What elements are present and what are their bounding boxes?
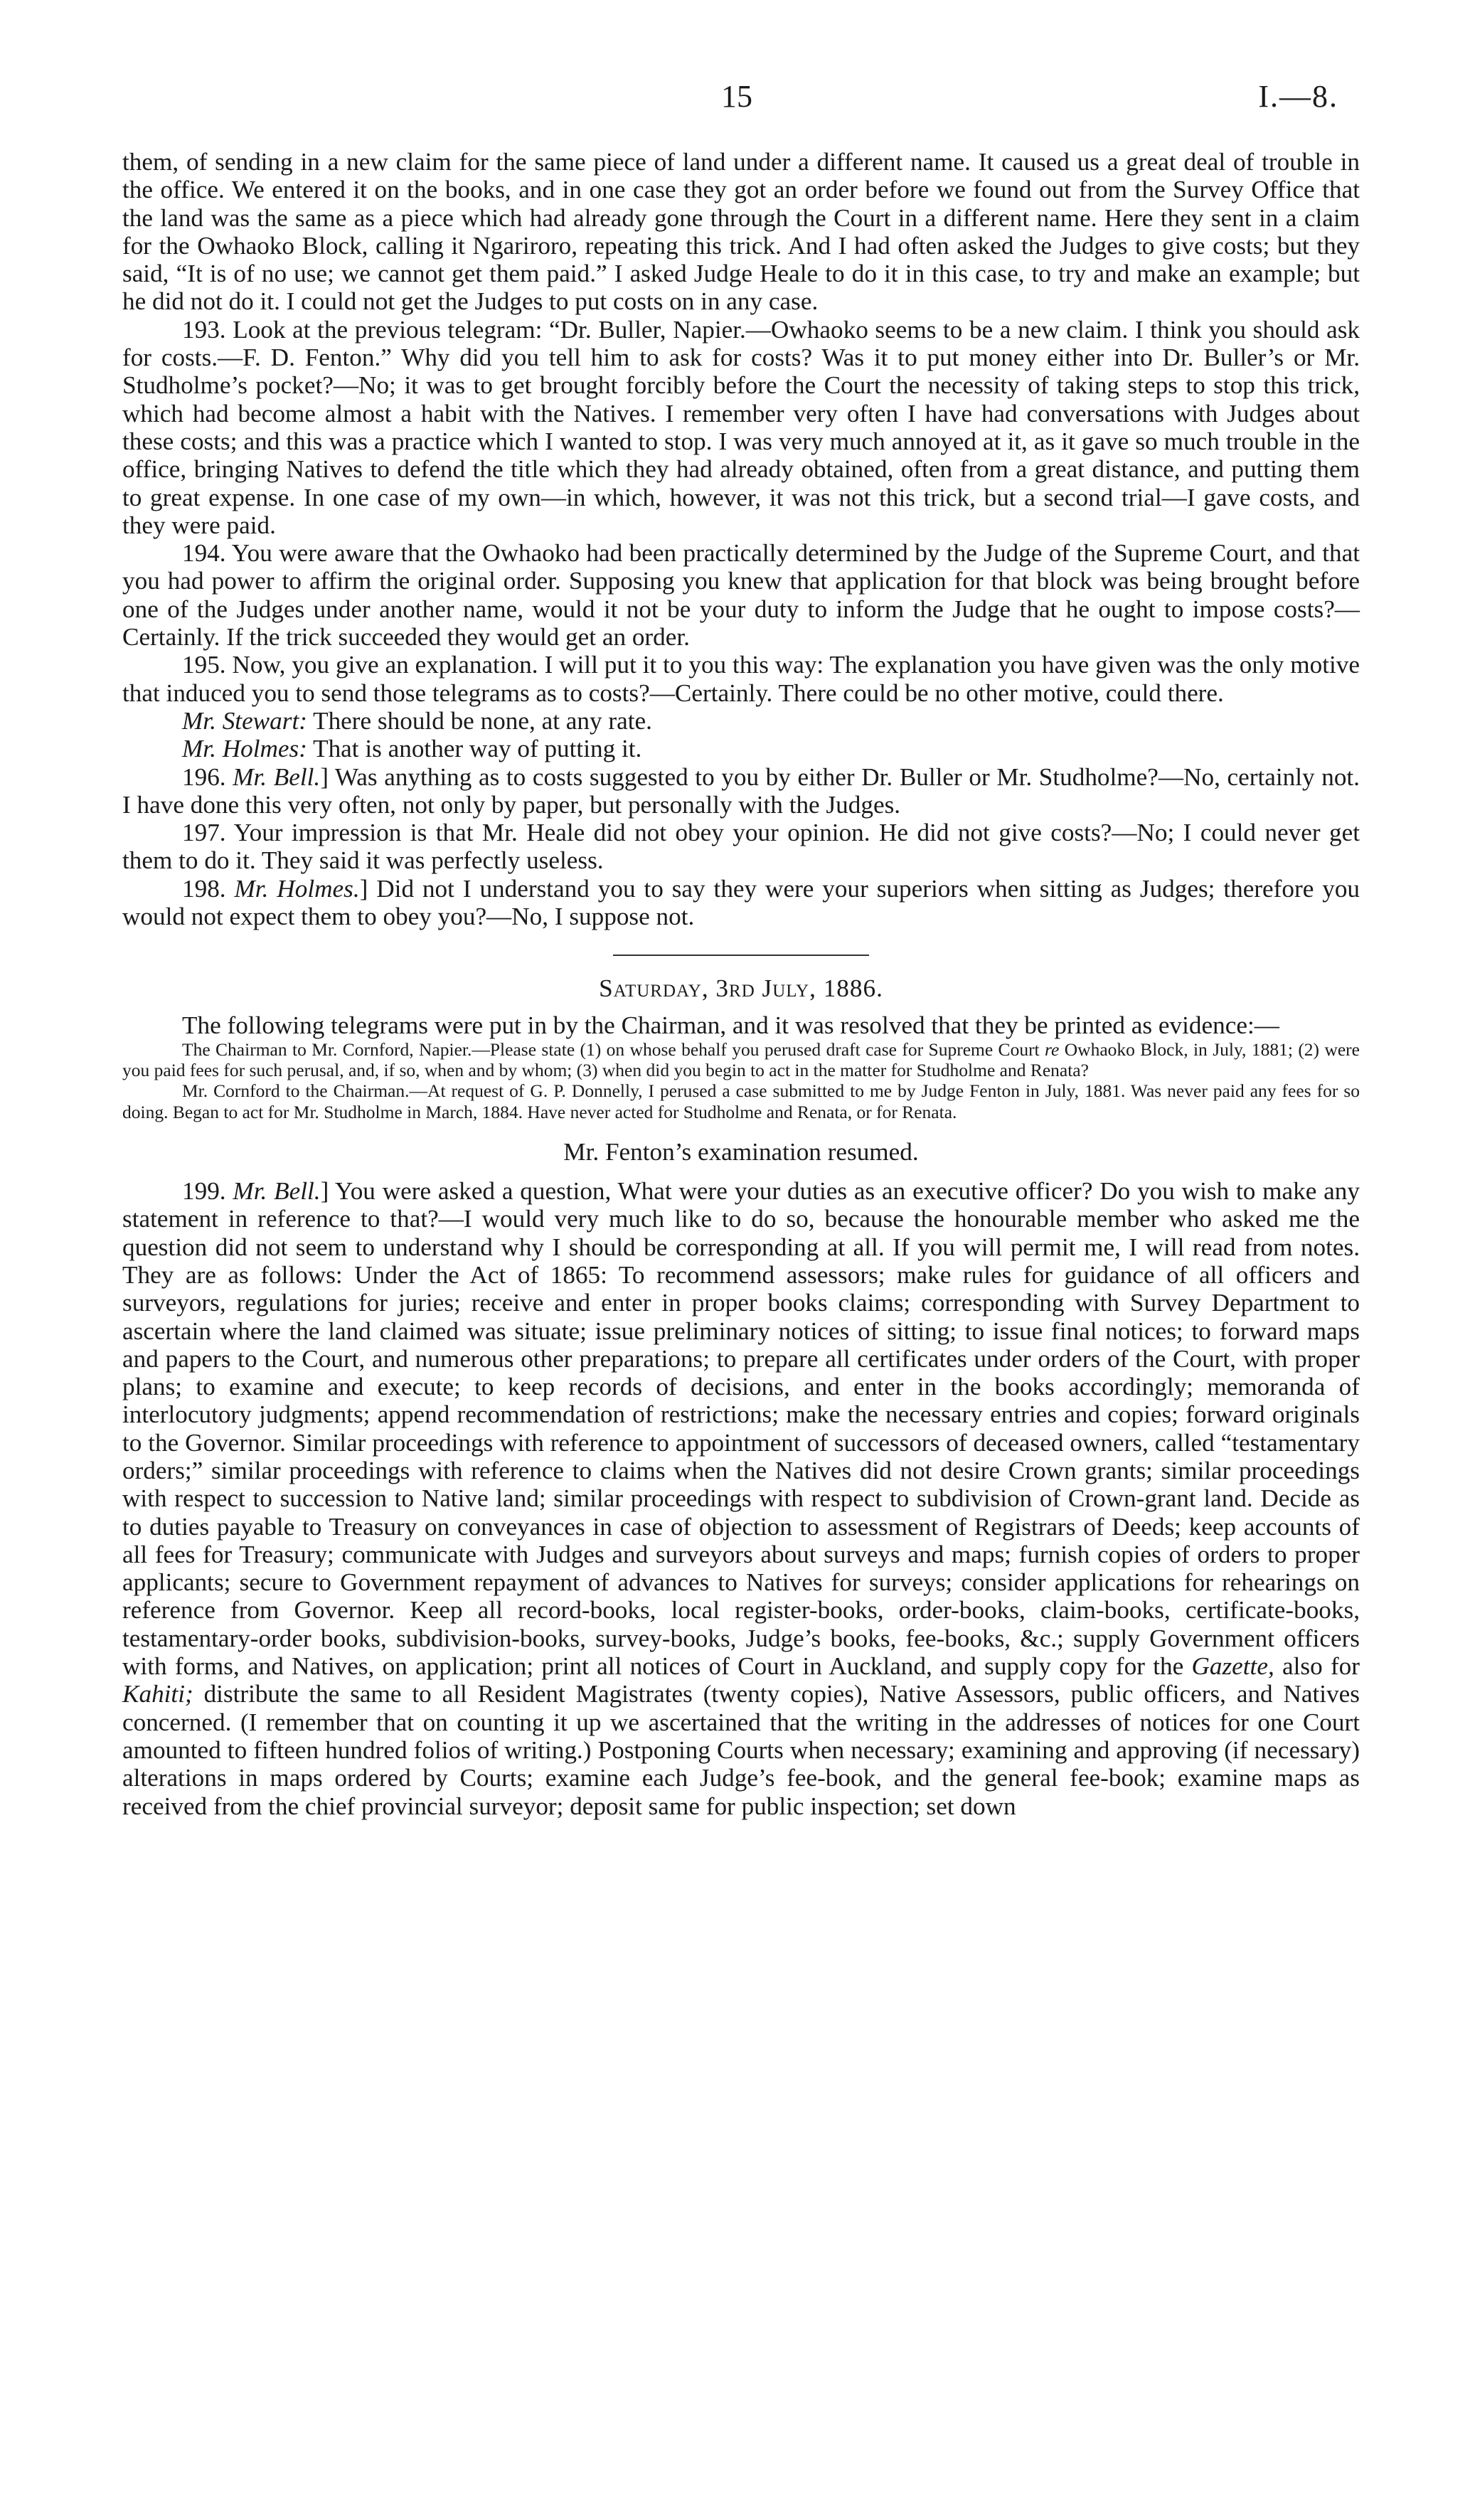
paragraph-193: 193. Look at the previous telegram: “Dr. Buller, Napier.—Owhaoko seems to be a new claim. I think you should ask for costs.—F. D. Fenton.” Why did you tell him to ask for costs? Was it to put money either into Dr. Buller’s or Mr. Studholme’s pocket?—No; it was to get brought forcibly before the Court the necessity of taking steps to stop this trick, which had become almost a habit with the Natives. I remember very often I have had conversations with Judges about these costs; and this was a practice which I wanted to stop. I was very much annoyed at it, as it gave so much trouble in the office, bringing Natives to defend the title which they had already obtained, often from a great distance, and putting them to great expense. In one case of my own—in which, however, it was not this trick, but a second trial—I gave costs, and they were paid. xyxy=(122,315,1360,539)
speaker-name: Mr. Bell. xyxy=(233,1177,321,1206)
telegram-re: re xyxy=(1045,1038,1060,1060)
speaker-text: There should be none, at any rate. xyxy=(307,706,652,735)
page-number: 15 xyxy=(721,79,752,114)
page-reference: I.—8. xyxy=(1258,79,1338,114)
page-header xyxy=(122,78,1360,121)
gazette-title: Gazette, xyxy=(1191,1652,1274,1681)
telegram-cornford: Mr. Cornford to the Chairman.—At request of G. P. Donnelly, I perused a case submitted to me by Judge Fenton in July, 1881. Was never paid any fees for so doing. Began to act for Mr. Studholme in March, 1884. Have never acted for Studholme and Renata, or for Renata. xyxy=(122,1080,1360,1122)
paragraph-text: ] Was anything as to costs suggested to you by either Dr. Buller or Mr. Studholme?—No, certainly not. I have done this very often, not only by paper, but personally with the Judges. xyxy=(122,762,1360,819)
section-heading: Mr. Fenton’s examination resumed. xyxy=(563,1137,919,1166)
speaker-name: Mr. Holmes: xyxy=(182,735,307,763)
speaker-name: Mr. Bell. xyxy=(233,762,321,791)
paragraph-number: 196. xyxy=(182,762,233,791)
paragraph-holmes xyxy=(122,735,1360,762)
telegram-text: The Chairman to Mr. Cornford, Napier.—Please state (1) on whose behalf you perused draft case for Supreme Court xyxy=(182,1038,1045,1060)
telegram-text: Owhaoko Block, in July, 1881; (2) were you paid fees for such perusal, and, if so, when and by whom; (3) when did you begin to act in the matter for Studholme and Renata? xyxy=(122,1038,1360,1081)
telegram-chairman xyxy=(122,1039,1360,1080)
document-body xyxy=(122,148,1360,1820)
paragraph-text: ] Did not I understand you to say they were your superiors when sitting as Judges; therefore you would not expect them to obey you?—No, I suppose not. xyxy=(122,874,1360,931)
paragraph-195: 195. Now, you give an explanation. I will put it to you this way: The explanation you have given was the only motive that induced you to send those telegrams as to costs?—Certainly. There could be no other motive, could there. xyxy=(122,651,1360,707)
paragraph-text: distribute the same to all Resident Magistrates (twenty copies), Native Assessors, public officers, and Natives concerned. (I remember that on counting it up we ascertained that the writing in the addresses of notices for one Court amounted to fifteen hundred folios of writing.) Postponing Courts when necessary; examining and approving (if necessary) alterations in maps ordered by Courts; examine each Judge’s fee-book, and the general fee-book; examine maps as received from the chief provincial surveyor; deposit same for public inspection; set down xyxy=(122,1680,1360,1820)
speaker-name: Mr. Holmes. xyxy=(234,874,360,903)
date-heading: Saturday, 3rd July, 1886. xyxy=(599,974,883,1003)
speaker-text: That is another way of putting it. xyxy=(307,735,642,763)
paragraph-text: also for xyxy=(1274,1652,1360,1681)
paragraph-number: 199. xyxy=(182,1177,233,1206)
paragraph-continued: them, of sending in a new claim for the same piece of land under a different name. It caused us a great deal of trouble in the office. We entered it on the books, and in one case they got an order before we found out from the Survey Office that the land was the same as a piece which had already gone through the Court in a different name. Here they sent in a claim for the Owhaoko Block, calling it Ngariroro, repeating this trick. And I had often asked the Judges to give costs; but they said, “It is of no use; we cannot get them paid.” I asked Judge Heale to do it in this case, to try and make an example; but he did not do it. I could not get the Judges to put costs on in any case. xyxy=(122,148,1360,316)
paragraph-198 xyxy=(122,875,1360,931)
paragraph-text: ] You were asked a question, What were your duties as an executive officer? Do you wish to make any statement in reference to that?—I would very much like to do so, because the honourable member who asked me the question did not seem to understand why I should be corresponding at all. If you will permit me, I will read from notes. They are as follows: Under the Act of 1865: To recommend assessors; make rules for guidance of all officers and surveyors, regulations for juries; receive and enter in proper books claims; corresponding with Survey Department to ascertain where the land claimed was situate; issue preliminary notices of sitting; to issue final notices; to forward maps and papers to the Court, and numerous other preparations; to prepare all certificates under orders of the Court, with proper plans; to examine and execute; to keep records of decisions, and enter in the books accordingly; memoranda of interlocutory judgments; append recommendation of restrictions; make the necessary entries and copies; forward originals to the Governor. Similar proceedings with reference to appointment of successors of deceased owners, called “testamentary orders;” similar proceedings with reference to claims when the Natives did not desire Crown grants; similar proceedings with respect to succession to Native land; similar proceedings with respect to subdivision of Crown-grant land. Decide as to duties payable to Treasury on conveyances in case of objection to assessment of Registrars of Deeds; keep accounts of all fees for Treasury; communicate with Judges and surveyors about surveys and maps; furnish copies of orders to proper applicants; secure to Government repayment of advances to Natives for surveys; consider applications for rehearings on reference from Governor. Keep all record-books, local register-books, order-books, claim-books, certificate-books, testamentary-order books, subdivision-books, survey-books, Judge’s books, fee-books, &c.; supply Government officers with forms, and Natives, on application; print all notices of Court in Auckland, and supply copy for the xyxy=(122,1177,1360,1681)
telegrams-intro: The following telegrams were put in by the Chairman, and it was resolved that they be printed as evidence:— xyxy=(182,1011,1279,1039)
paragraph-199 xyxy=(122,1177,1360,1820)
paragraph-197: 197. Your impression is that Mr. Heale did not obey your opinion. He did not give costs?—No; I could never get them to do it. They said it was perfectly useless. xyxy=(122,819,1360,875)
speaker-name: Mr. Stewart: xyxy=(182,706,307,735)
paragraph-196 xyxy=(122,763,1360,819)
paragraph-194: 194. You were aware that the Owhaoko had been practically determined by the Judge of the Supreme Court, and that you had power to affirm the original order. Supposing you knew that application for that block was being brought before one of the Judges under another name, would it not be your duty to inform the Judge that he ought to impose costs?—Certainly. If the trick succeeded they would get an order. xyxy=(122,539,1360,652)
kahiti-title: Kahiti; xyxy=(122,1680,193,1708)
paragraph-stewart xyxy=(122,707,1360,735)
section-divider xyxy=(613,955,869,956)
paragraph-number: 198. xyxy=(182,874,235,903)
